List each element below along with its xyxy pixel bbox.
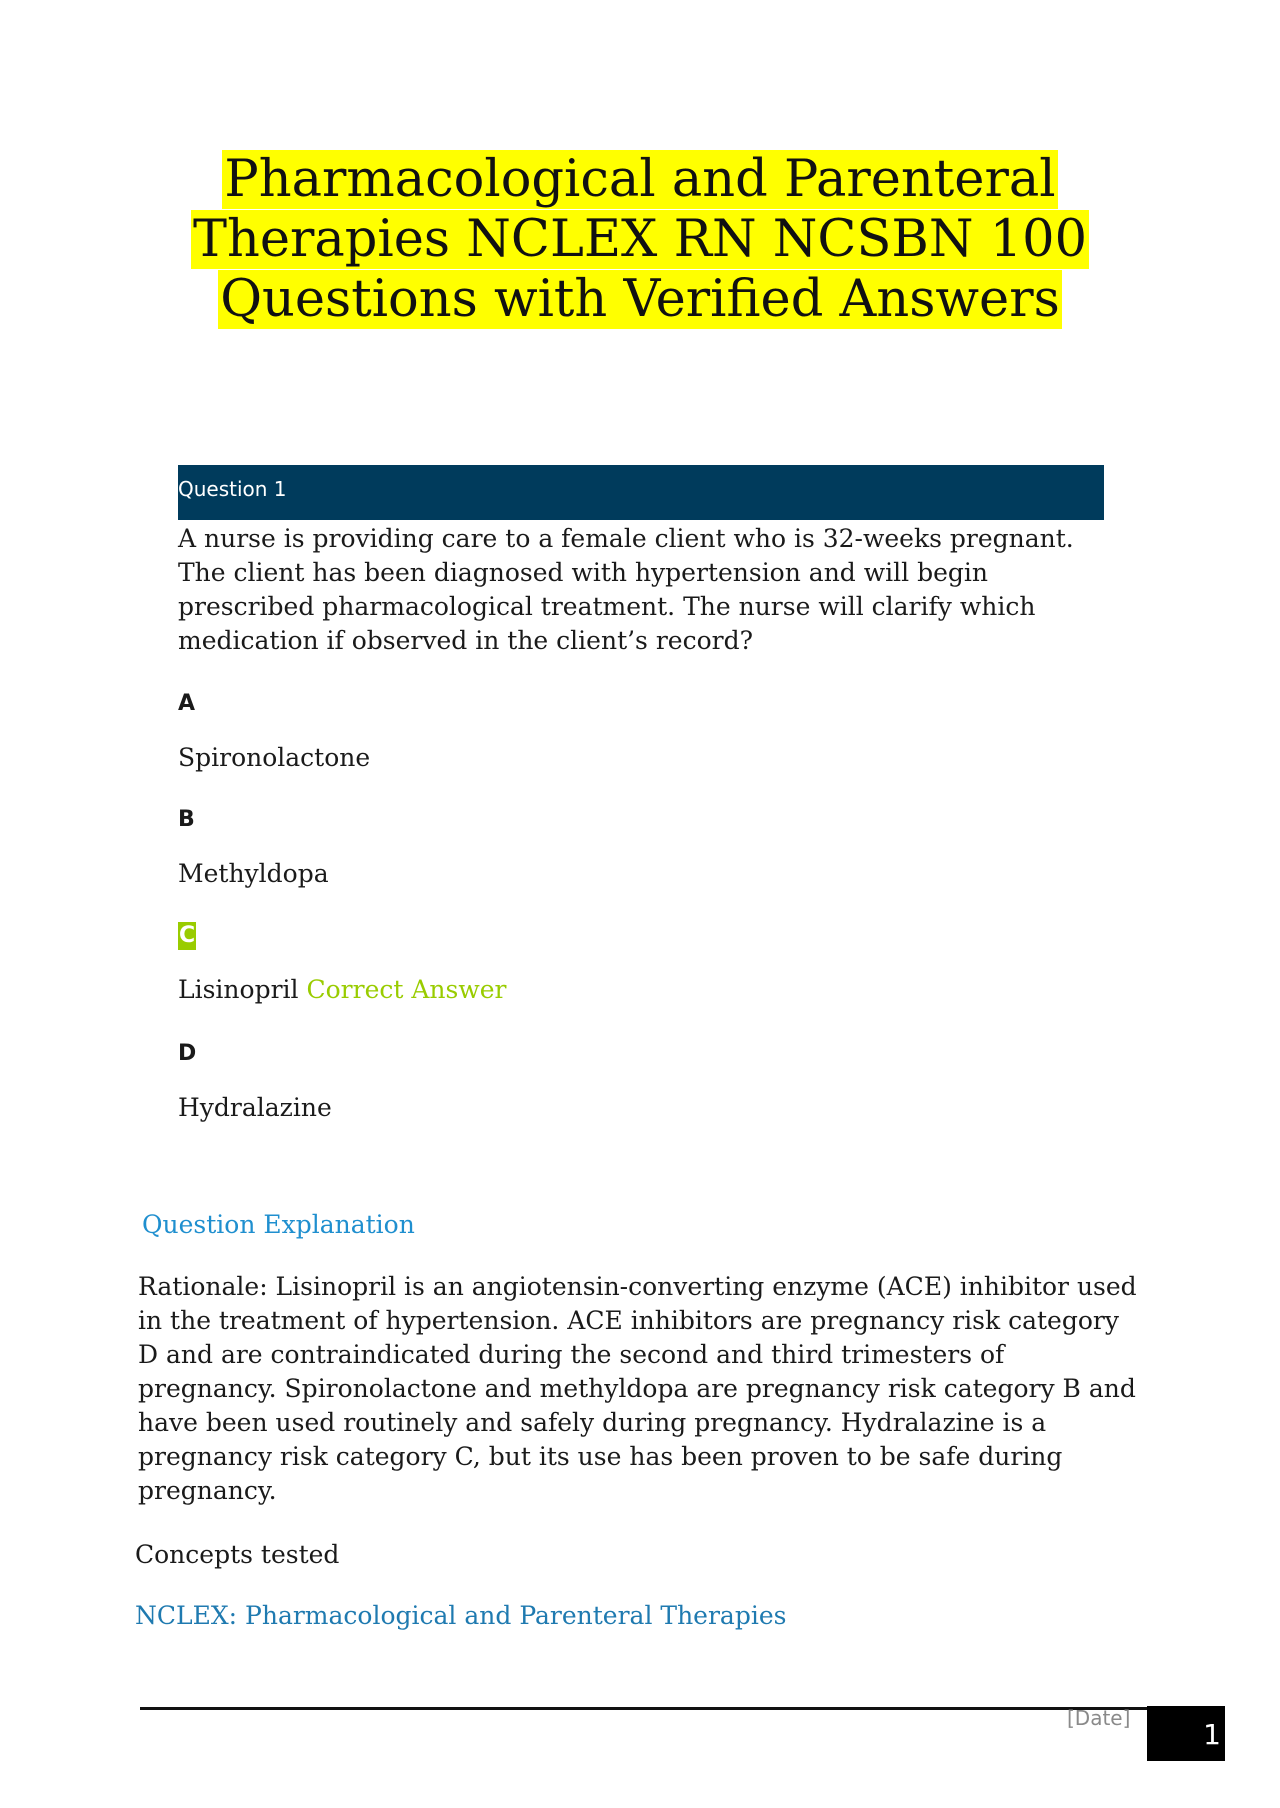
question-header-bar xyxy=(178,465,1104,520)
correct-answer-tag: Correct Answer xyxy=(306,975,507,1004)
concepts-tested-label: Concepts tested xyxy=(135,1540,340,1569)
title-line-2 xyxy=(150,210,1130,270)
option-d-text: Hydralazine xyxy=(178,1093,332,1122)
title-line-3-text: Questions with Verified Answers xyxy=(220,270,1060,329)
option-b-text: Methyldopa xyxy=(178,859,329,888)
option-c-line xyxy=(178,973,506,1007)
option-a-text: Spironolactone xyxy=(178,743,371,772)
title-line-3 xyxy=(150,270,1130,330)
option-b-letter: B xyxy=(178,807,195,832)
option-a-letter: A xyxy=(178,691,196,716)
footer-divider xyxy=(140,1707,1150,1710)
title-line-1 xyxy=(150,150,1130,210)
rationale-paragraph: Rationale: Lisinopril is an angiotensin-converting enzyme (ACE) inhibitor used in the treatment of hypertension. ACE inhibitors are pregnancy risk category D and are contraindicated during the second and third trimesters of pregnancy. Spironolactone and methyldopa are pregnancy risk category B and have been used routinely and safely during pregnancy. Hydralazine is a pregnancy risk category C, but its use has been proven to be safe during pregnancy. xyxy=(138,1272,1137,1505)
page-number-box xyxy=(1147,1706,1225,1761)
option-c-text: Lisinopril xyxy=(178,975,299,1004)
title-line-2-text: Therapies NCLEX RN NCSBN 100 xyxy=(192,210,1088,269)
footer-date-placeholder: [Date] xyxy=(1067,1706,1131,1730)
page-number: 1 xyxy=(1203,1718,1221,1751)
question-header-label: Question 1 xyxy=(178,477,287,501)
question-stem: A nurse is providing care to a female client who is 32-weeks pregnant. The client has been diagnosed with hypertension and will begin prescribed pharmacological treatment. The nurse will clarify which medication if observed in the client’s record? xyxy=(178,524,1074,655)
document-title xyxy=(150,150,1130,330)
explanation-heading: Question Explanation xyxy=(142,1210,415,1239)
option-d-letter: D xyxy=(178,1041,197,1066)
option-c-letter: C xyxy=(179,923,196,948)
concepts-tested-value: NCLEX: Pharmacological and Parenteral Therapies xyxy=(135,1601,787,1630)
title-line-1-text: Pharmacological and Parenteral xyxy=(224,150,1056,209)
